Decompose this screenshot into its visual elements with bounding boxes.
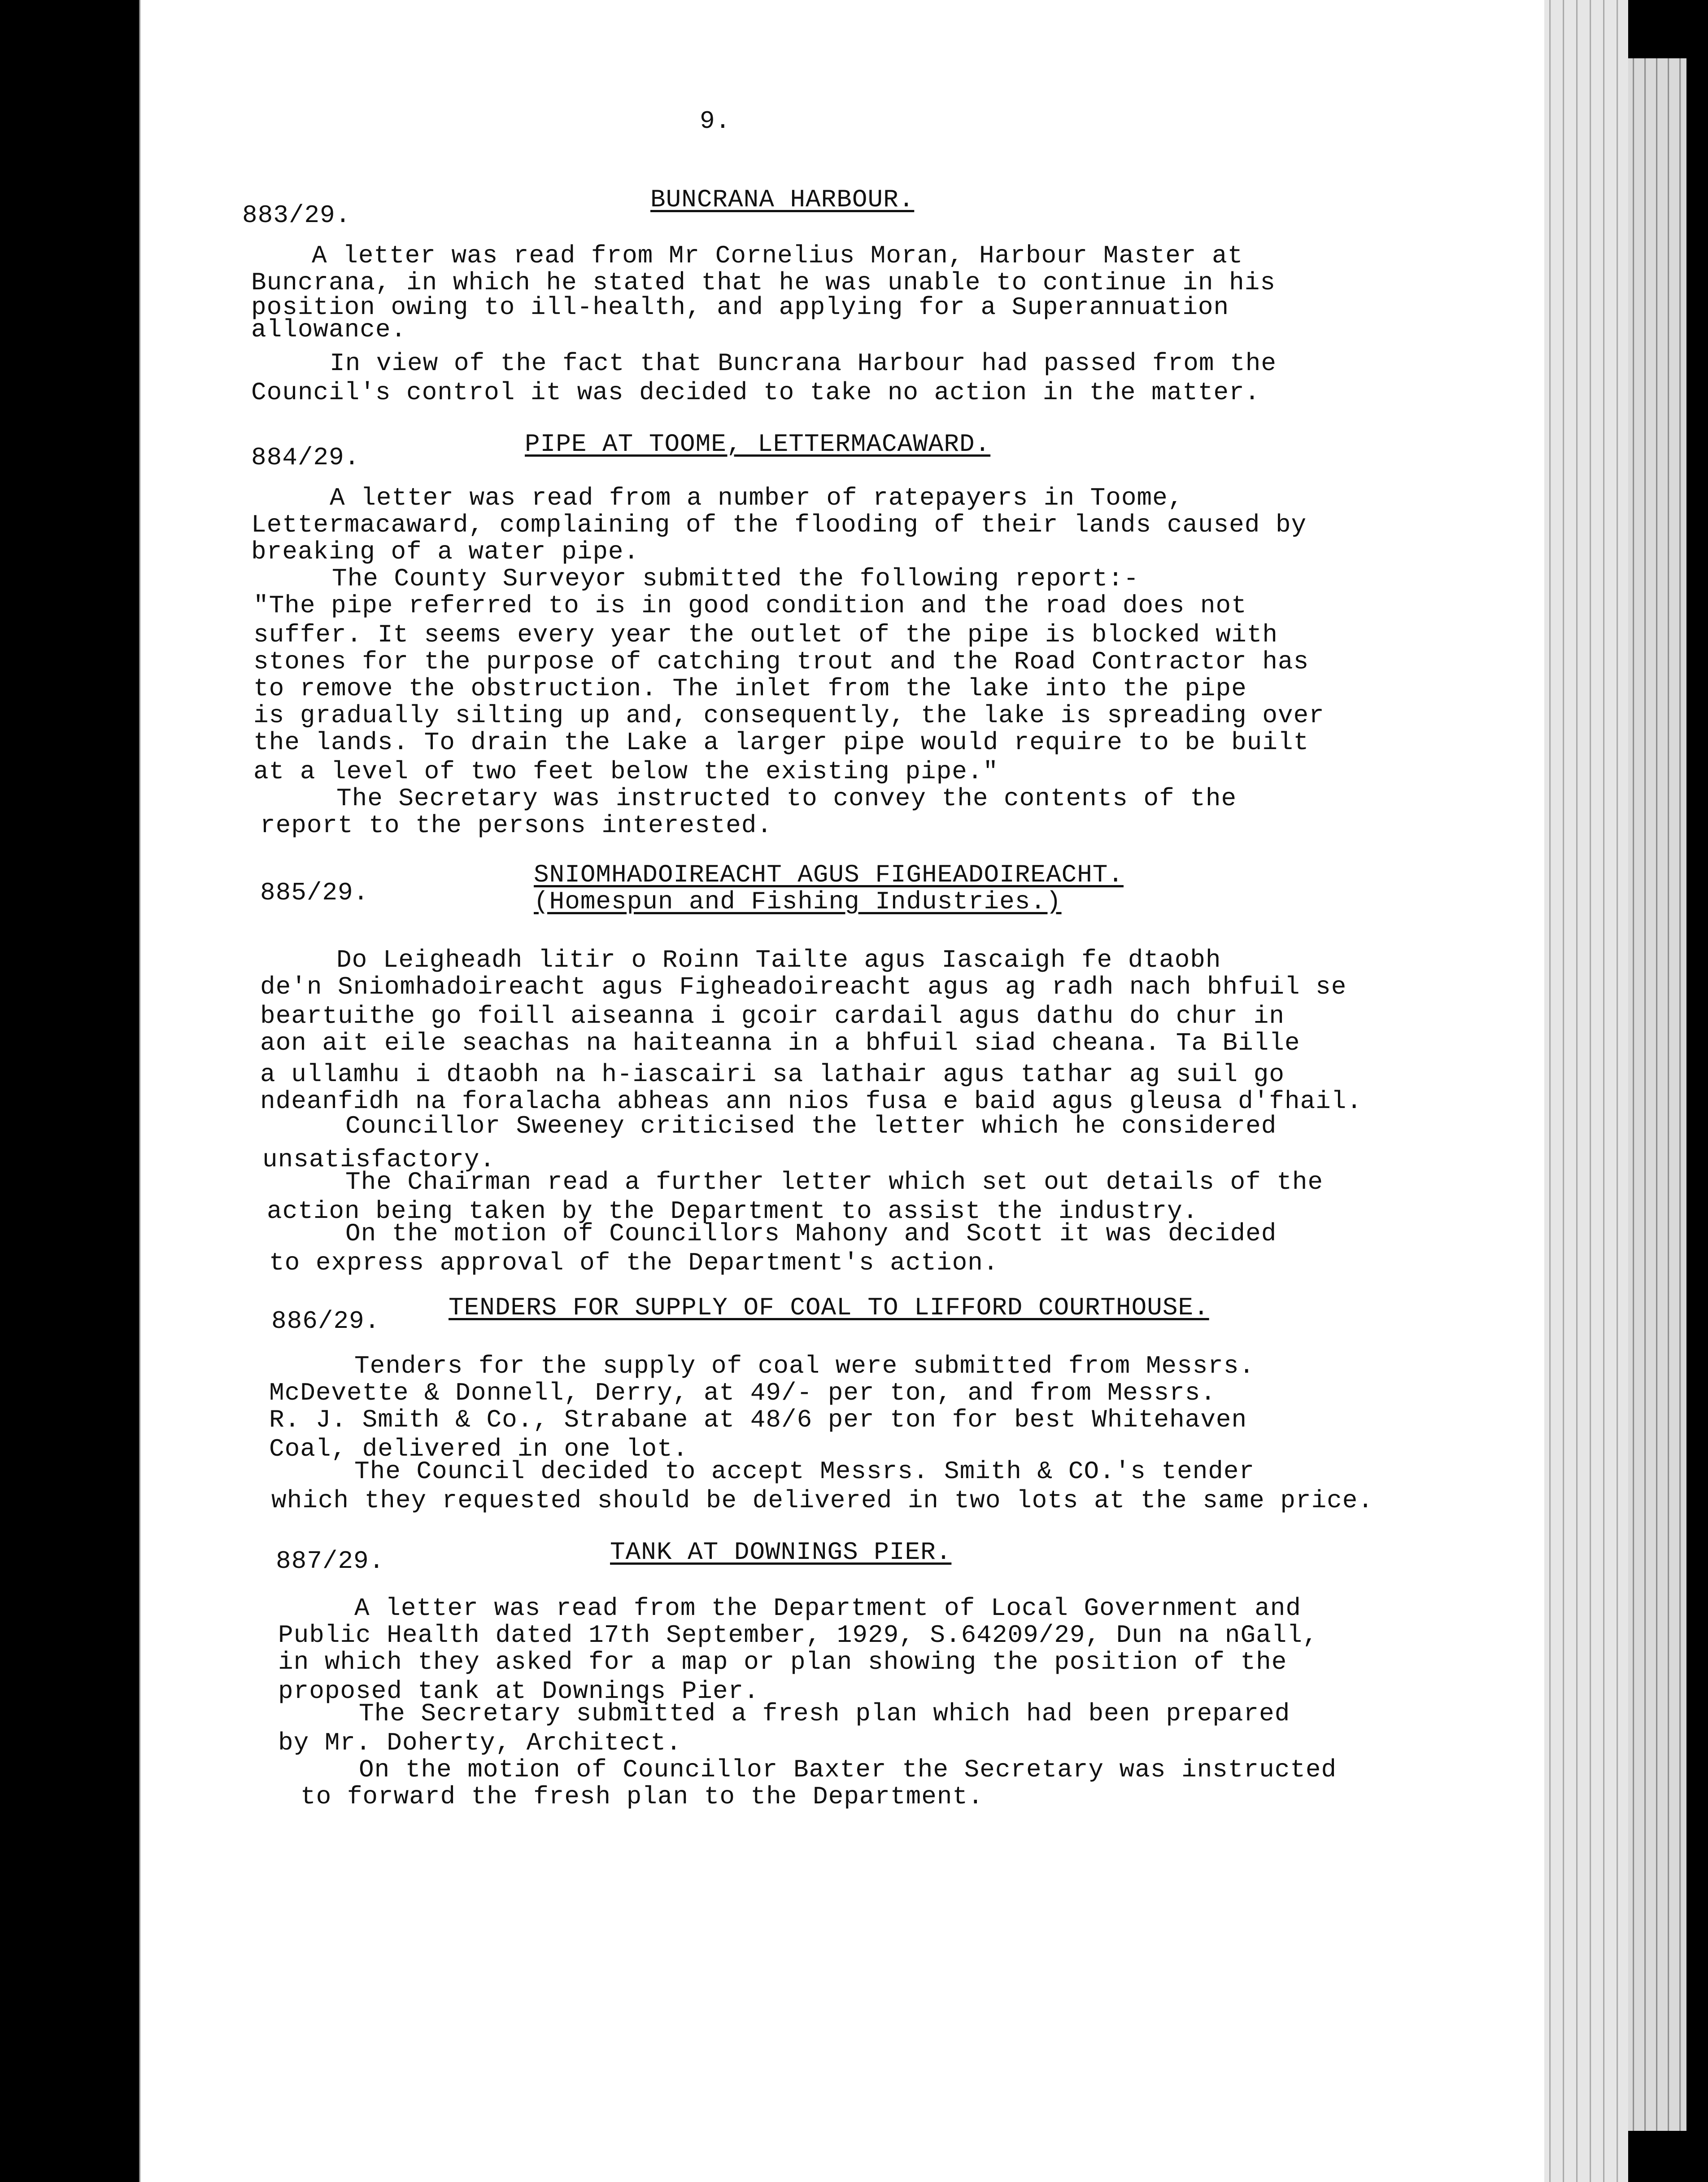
- body-line: stones for the purpose of catching trout and the Road Contractor has: [253, 647, 1309, 676]
- section-title: TANK AT DOWNINGS PIER.: [610, 1538, 952, 1567]
- section-ref: 883/29.: [242, 201, 351, 230]
- body-line: Public Health dated 17th September, 1929, S.64209/29, Dun na nGall,: [278, 1621, 1318, 1650]
- section-title: TENDERS FOR SUPPLY OF COAL TO LIFFORD COURTHOUSE.: [449, 1293, 1209, 1322]
- body-line: Buncrana, in which he stated that he was unable to continue in his: [251, 268, 1276, 297]
- body-line: Council's control it was decided to take no action in the matter.: [251, 378, 1260, 407]
- body-line: beartuithe go foill aiseanna i gcoir cardail agus dathu do chur in: [260, 1002, 1285, 1030]
- body-line: Lettermacaward, complaining of the flooding of their lands caused by: [251, 511, 1307, 539]
- section-title: BUNCRANA HARBOUR.: [650, 185, 915, 214]
- body-line: ndeanfidh na foralacha abheas ann nios fusa e baid agus gleusa d'fhail.: [260, 1087, 1362, 1116]
- body-line: proposed tank at Downings Pier.: [278, 1677, 759, 1706]
- body-line: action being taken by the Department to assist the industry.: [267, 1197, 1198, 1226]
- section-ref: 886/29.: [271, 1307, 380, 1335]
- body-line: at a level of two feet below the existing pipe.": [253, 757, 999, 786]
- section-title: PIPE AT TOOME, LETTERMACAWARD.: [525, 430, 991, 458]
- section-ref: 887/29.: [276, 1547, 385, 1575]
- body-line: to express approval of the Department's action.: [269, 1248, 999, 1277]
- body-line: a ullamhu i dtaobh na h-iascairi sa lathair agus tathar ag suil go: [260, 1060, 1285, 1089]
- body-line: The County Surveyor submitted the following report:-: [332, 564, 1139, 593]
- body-line: by Mr. Doherty, Architect.: [278, 1728, 682, 1757]
- body-line: aon ait eile seachas na haiteanna in a bhfuil siad cheana. Ta Bille: [260, 1029, 1300, 1057]
- body-line: the lands. To drain the Lake a larger pipe would require to be built: [253, 728, 1309, 757]
- body-line: is gradually silting up and, consequently, the lake is spreading over: [253, 701, 1325, 730]
- body-line: unsatisfactory.: [262, 1145, 496, 1174]
- body-line: Tenders for the supply of coal were submitted from Messrs.: [354, 1352, 1255, 1380]
- body-line: Do Leigheadh litir o Roinn Tailte agus Iascaigh fe dtaobh: [336, 946, 1221, 974]
- body-line: suffer. It seems every year the outlet of the pipe is blocked with: [253, 620, 1278, 649]
- body-line: The Secretary was instructed to convey the contents of the: [336, 784, 1237, 813]
- body-line: which they requested should be delivered in two lots at the same price.: [271, 1486, 1373, 1515]
- body-line: allowance.: [251, 315, 407, 344]
- body-line: A letter was read from the Department of Local Government and: [354, 1594, 1301, 1623]
- body-line: de'n Sniomhadoireacht agus Figheadoireacht agus ag radh nach bhfuil se: [260, 973, 1347, 1001]
- section-ref: 885/29.: [260, 878, 369, 907]
- body-line: McDevette & Donnell, Derry, at 49/- per ton, and from Messrs.: [269, 1379, 1216, 1407]
- body-line: The Chairman read a further letter which set out details of the: [345, 1168, 1324, 1196]
- body-line: to remove the obstruction. The inlet from the lake into the pipe: [253, 674, 1247, 703]
- body-line: report to the persons interested.: [260, 811, 772, 840]
- body-line: "The pipe referred to is in good condition and the road does not: [253, 591, 1247, 620]
- body-line: position owing to ill-health, and applying for a Superannuation: [251, 293, 1229, 322]
- body-line: On the motion of Councillors Mahony and Scott it was decided: [345, 1219, 1277, 1248]
- body-line: A letter was read from Mr Cornelius Moran, Harbour Master at: [312, 241, 1243, 270]
- body-line: In view of the fact that Buncrana Harbour had passed from the: [330, 349, 1277, 378]
- body-line: Councillor Sweeney criticised the letter which he considered: [345, 1112, 1277, 1140]
- body-line: R. J. Smith & Co., Strabane at 48/6 per ton for best Whitehaven: [269, 1405, 1247, 1434]
- body-line: The Council decided to accept Messrs. Smith & CO.'s tender: [354, 1457, 1255, 1486]
- body-line: Coal, delivered in one lot.: [269, 1435, 688, 1463]
- body-line: breaking of a water pipe.: [251, 537, 640, 566]
- section-title: SNIOMHADOIREACHT AGUS FIGHEADOIREACHT.: [534, 860, 1124, 889]
- section-ref: 884/29.: [251, 443, 360, 472]
- body-line: in which they asked for a map or plan showing the position of the: [278, 1648, 1287, 1676]
- section-subtitle: (Homespun and Fishing Industries.): [534, 887, 1062, 916]
- body-line: A letter was read from a number of ratepayers in Toome,: [330, 484, 1184, 512]
- body-line: to forward the fresh plan to the Department.: [301, 1782, 984, 1811]
- body-line: On the motion of Councillor Baxter the Secretary was instructed: [359, 1755, 1337, 1784]
- page-number: 9.: [700, 107, 731, 135]
- body-line: The Secretary submitted a fresh plan which had been prepared: [359, 1699, 1290, 1728]
